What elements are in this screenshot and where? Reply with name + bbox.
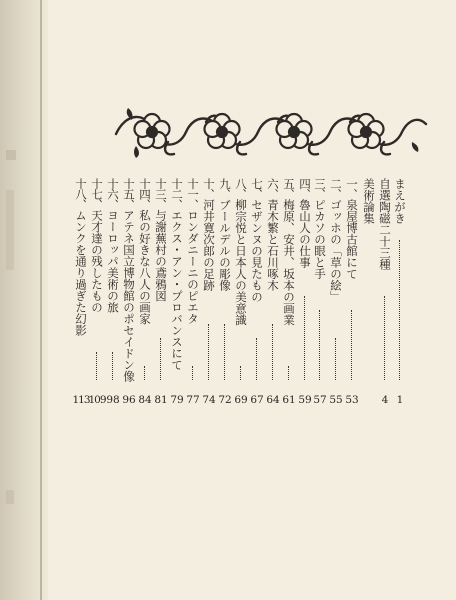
toc-leader-dots [335, 338, 340, 380]
toc-entry-title: 梅原、安井、坂本の画業 [282, 199, 296, 326]
toc-entry [186, 178, 200, 325]
toc-entry-number: 十八、 [74, 178, 88, 210]
toc-entry-number: 三、 [313, 178, 327, 199]
toc-entry-title: 与謝蕪村の鳶鴉図 [154, 209, 168, 302]
toc-page-number: 96 [122, 394, 136, 406]
toc-entry-number: 十一、 [186, 178, 200, 210]
toc-entry-title: ヨーロッパ美術の旅 [106, 209, 120, 313]
toc-entry-number: 十四、 [138, 178, 152, 210]
toc-entry-number: 十、 [202, 178, 216, 199]
toc-entry-title: セザンヌの見たもの [250, 199, 264, 303]
toc-page-number: 84 [138, 394, 152, 406]
toc-page-number: 69 [234, 394, 248, 406]
toc-entry-number: 五、 [282, 178, 296, 199]
toc-entry-title: ブールデルの彫像 [218, 199, 232, 291]
toc-leader-dots [288, 366, 293, 380]
toc-page-number: 72 [218, 394, 232, 406]
toc-leader-dots [112, 352, 117, 380]
toc-page-number: 67 [250, 394, 264, 406]
toc-entry-number: 二、 [329, 178, 343, 199]
toc-entry-number: 九、 [218, 178, 232, 199]
toc-entry-title: ピカソの眼と手 [313, 199, 327, 280]
toc-entry-number: 七、 [250, 178, 264, 199]
toc-entry [298, 178, 312, 268]
toc-page-number: 77 [186, 394, 200, 406]
toc-leader-dots [96, 352, 101, 380]
toc-entry [345, 178, 359, 280]
toc-entry-title: 河井寛次郎の足跡 [202, 199, 216, 291]
toc-entry [138, 178, 152, 325]
toc-entry [378, 178, 392, 270]
toc-leader-dots [224, 324, 229, 380]
toc-page-number: 79 [170, 394, 184, 406]
toc-entry [218, 178, 232, 291]
toc-entry-number: 十六、 [106, 178, 120, 210]
toc-entry [154, 178, 168, 302]
toc-entry-number: 十七、 [90, 178, 104, 210]
toc-entry-title: エクス・アン・プロバンスにて [170, 209, 184, 371]
toc-entry [250, 178, 264, 303]
toc-entry-title: 自選陶磁二十三種 [378, 178, 392, 270]
toc-leader-dots [160, 338, 165, 380]
toc-page-number: 55 [329, 394, 343, 406]
toc-page-number: 53 [345, 394, 359, 406]
toc-entry-title: 私の好きな八人の画家 [138, 209, 152, 325]
toc-leader-dots [240, 366, 245, 380]
bleed-mark [6, 490, 14, 504]
toc-entry-title: 天才達の残したもの [90, 209, 104, 313]
toc-page-number: 4 [381, 394, 389, 406]
toc-entry [106, 178, 120, 313]
toc-page-number: 98 [106, 394, 120, 406]
floral-vine-ornament-icon [112, 102, 430, 162]
toc-page-number: 59 [298, 394, 312, 406]
toc-entry [329, 178, 343, 303]
toc-entry-number: 十三、 [154, 178, 168, 210]
toc-entry [313, 178, 327, 280]
toc-entry-title: アテネ国立博物館のポセイドン像 [122, 209, 136, 382]
toc-entry-title: 美術論集 [362, 178, 376, 224]
toc-entry-title: 魯山人の仕事 [298, 199, 312, 268]
toc-entry [74, 178, 88, 336]
toc-page-number: 61 [282, 394, 296, 406]
bleed-mark [6, 150, 16, 160]
toc-leader-dots [399, 240, 404, 380]
toc-leader-dots [319, 310, 324, 380]
toc-leader-dots [384, 296, 389, 380]
toc-leader-dots [272, 324, 277, 380]
toc-leader-dots [351, 310, 356, 380]
toc-entry [362, 178, 376, 224]
toc-page-number: 81 [154, 394, 168, 406]
binding-edge [40, 0, 42, 600]
toc-entry-title: ムンクを通り過ぎた幻影 [74, 209, 88, 336]
toc-entry [282, 178, 296, 326]
toc-entry-number: 四、 [298, 178, 312, 199]
toc-page-number: 113 [72, 394, 90, 406]
toc-page-number: 64 [266, 394, 280, 406]
toc-entry [170, 178, 184, 371]
toc-entry-title: ゴッホの「草の絵」 [329, 199, 343, 303]
toc-entry [234, 178, 248, 326]
toc-entry-title: ロンダニーニのピエタ [186, 209, 200, 325]
toc-entry-title: 泉屋博古館にて [345, 199, 359, 280]
toc-page-number: 109 [88, 394, 106, 406]
toc-page-number: 57 [313, 394, 327, 406]
toc-entry [266, 178, 280, 291]
toc-leader-dots [304, 296, 309, 380]
toc-entry-number: 八、 [234, 178, 248, 199]
toc-page-number: 1 [396, 394, 404, 406]
toc-entry-number: 十五、 [122, 178, 136, 210]
toc-entry-number: 十二、 [170, 178, 184, 210]
toc-entry-title: 柳宗悦と日本人の美意識 [234, 199, 248, 326]
toc-entry-title: 青木繁と石川啄木 [266, 199, 280, 291]
toc-leader-dots [256, 338, 261, 380]
toc-leader-dots [144, 366, 149, 380]
toc-leader-dots [192, 366, 197, 380]
toc-entry [90, 178, 104, 313]
toc-page-number: 74 [202, 394, 216, 406]
toc-entry-number: 一、 [345, 178, 359, 199]
toc-leader-dots [208, 324, 213, 380]
toc-entry [393, 178, 407, 224]
bleed-mark [6, 190, 14, 270]
toc-entry-number: 六、 [266, 178, 280, 199]
toc-entry [202, 178, 216, 291]
toc-entry [122, 178, 136, 382]
toc-entry-title: まえがき [393, 178, 407, 224]
